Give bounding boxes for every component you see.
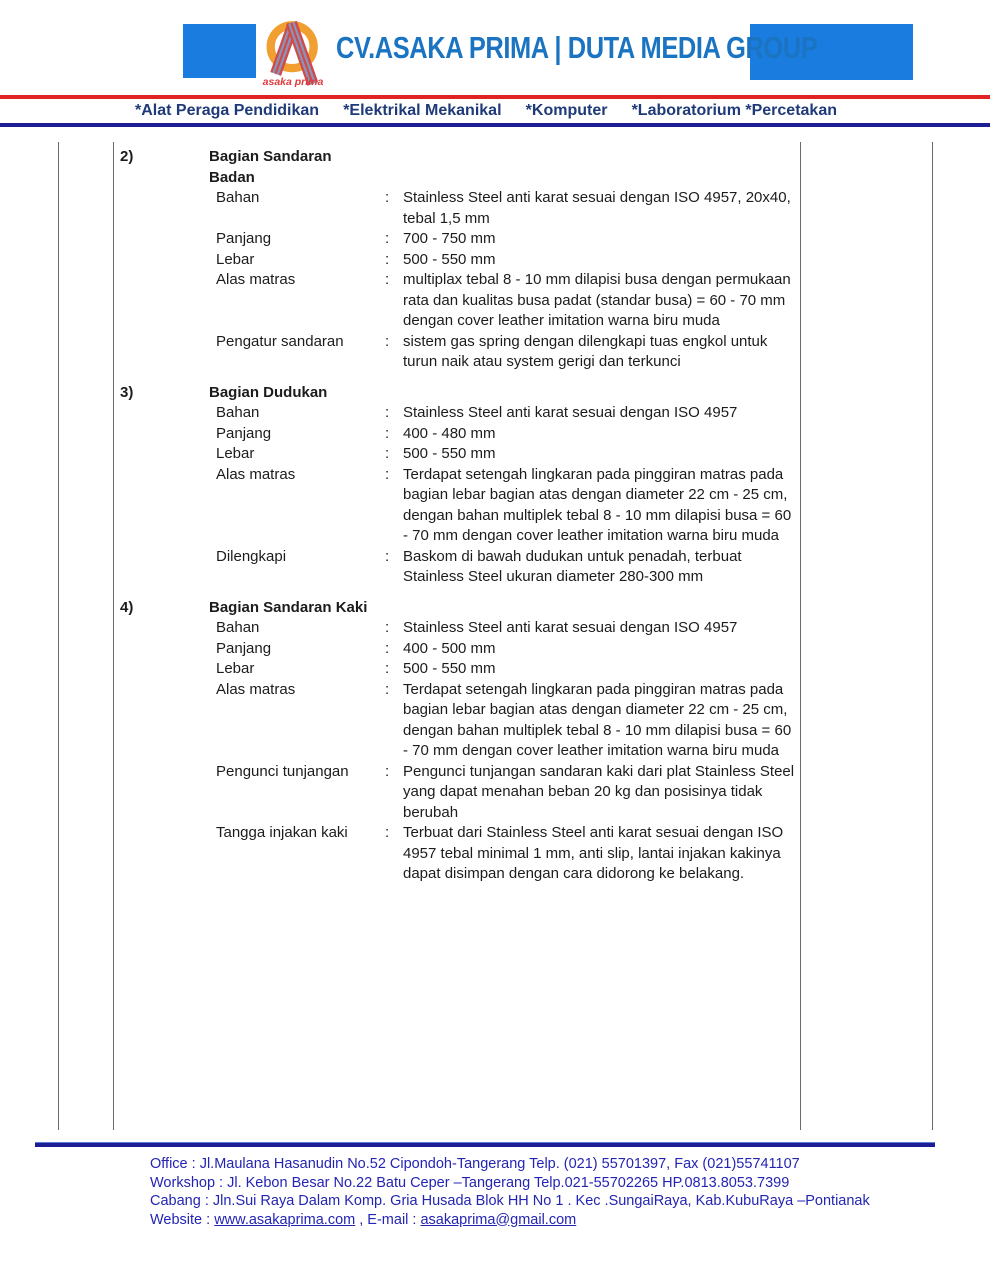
- tagline-item: *Laboratorium *Percetakan: [631, 102, 837, 119]
- spec-row: [216, 332, 800, 373]
- spec-label: Pengatur sandaran: [216, 332, 344, 350]
- spec-label: Bahan: [216, 189, 260, 206]
- spec-label: Alas matras: [216, 465, 296, 483]
- tagline-item: *Elektrikal Mekanikal: [343, 102, 502, 119]
- spec-row: [216, 444, 800, 465]
- spec-row: [216, 823, 800, 885]
- spec-row: [216, 229, 800, 250]
- footer-line: Cabang : Jln.Sui Raya Dalam Komp. Gria Husada Blok HH No 1 . Kec .SungaiRaya, Kab.KubuRaya –Pontianak: [150, 1193, 870, 1209]
- spec-value: sistem gas spring dengan dilengkapi tuas engkol untuk turun naik atau system gerigi dan terkunci: [403, 332, 768, 370]
- spec-colon: :: [385, 465, 390, 483]
- spec-value: 500 - 550 mm: [403, 660, 496, 677]
- spec-section: [113, 598, 800, 885]
- email-link[interactable]: asakaprima@gmail.com: [420, 1211, 577, 1228]
- section-number: 4): [120, 598, 134, 616]
- services-tagline: [135, 102, 837, 120]
- table-border-right-outer: [932, 142, 933, 1130]
- spec-table: [113, 147, 800, 885]
- spec-colon: :: [385, 547, 390, 565]
- table-border-left-outer: [58, 142, 59, 1130]
- header-red-divider: [0, 95, 990, 99]
- spec-colon: :: [385, 250, 390, 268]
- spec-label: Tangga injakan kaki: [216, 824, 348, 841]
- spec-colon: :: [385, 660, 390, 677]
- spec-value: multiplax tebal 8 - 10 mm dilapisi busa dengan permukaan rata dan kualitas busa padat (standar busa) = 60 - 70 mm dengan cover leather imitation warna biru muda: [403, 271, 791, 329]
- section-header: [113, 383, 800, 404]
- footer-website-prefix: Website :: [150, 1211, 215, 1228]
- spec-value: 500 - 550 mm: [403, 250, 496, 268]
- spec-value: Stainless Steel anti karat sesuai dengan ISO 4957: [403, 404, 738, 421]
- spec-row: [216, 659, 800, 680]
- spec-colon: :: [385, 332, 390, 350]
- spec-value: 500 - 550 mm: [403, 445, 496, 462]
- header-navy-divider: [0, 123, 990, 127]
- spec-label: Bahan: [216, 404, 260, 421]
- spec-label: Dilengkapi: [216, 547, 287, 565]
- spec-label: Panjang: [216, 424, 272, 442]
- header-left-blue-block: [183, 24, 256, 78]
- section-number: 2): [120, 148, 134, 165]
- tagline-item: *Komputer: [525, 102, 608, 119]
- section-header: [113, 147, 800, 188]
- spec-label: Alas matras: [216, 680, 296, 698]
- spec-value: Terdapat setengah lingkaran pada pinggiran matras pada bagian lebar bagian atas dengan diameter 22 cm - 25 cm, dengan bahan multiplek tebal 8 - 10 mm dilapisi busa = 60 - 70 mm dengan cover leather imitation warna biru muda: [403, 465, 792, 544]
- spec-label: Panjang: [216, 230, 272, 247]
- spec-value: Pengunci tunjangan sandaran kaki dari plat Stainless Steel yang dapat menahan beban 20 kg dan posisinya tidak berubah: [403, 762, 795, 821]
- spec-row: [216, 270, 800, 332]
- spec-colon: :: [385, 619, 390, 636]
- spec-value: 400 - 480 mm: [403, 424, 496, 442]
- section-title: Bagian Sandaran Kaki: [209, 598, 368, 616]
- spec-value: Terbuat dari Stainless Steel anti karat sesuai dengan ISO 4957 tebal minimal 1 mm, anti slip, lantai injakan kakinya dapat disimpan dengan cara didorong ke belakang.: [403, 824, 784, 882]
- section-header: [113, 598, 800, 619]
- spec-row: [216, 762, 800, 824]
- spec-row: [216, 639, 800, 660]
- spec-colon: :: [385, 404, 390, 421]
- spec-colon: :: [385, 680, 390, 698]
- spec-section: [113, 383, 800, 588]
- spec-row: [216, 188, 800, 229]
- spec-colon: :: [385, 445, 390, 462]
- spec-row: [216, 250, 800, 271]
- table-border-right-inner: [800, 142, 801, 1130]
- spec-row: [216, 547, 800, 588]
- section-title: Bagian Sandaran Badan: [209, 148, 332, 186]
- footer-divider: [35, 1142, 935, 1147]
- spec-colon: :: [385, 271, 390, 288]
- spec-row: [216, 680, 800, 762]
- footer-line-website: [150, 1211, 930, 1230]
- spec-label: Lebar: [216, 250, 255, 268]
- footer-line: Office : Jl.Maulana Hasanudin No.52 Cipondoh-Tangerang Telp. (021) 55701397, Fax (021)55741107: [150, 1156, 800, 1172]
- section-number: 3): [120, 383, 134, 401]
- spec-colon: :: [385, 230, 390, 247]
- company-title: CV.ASAKA PRIMA | DUTA MEDIA GROUP: [336, 30, 818, 65]
- section-title: Bagian Dudukan: [209, 383, 328, 401]
- spec-colon: :: [385, 189, 390, 206]
- spec-label: Panjang: [216, 639, 272, 657]
- footer-email-prefix: , E-mail :: [355, 1211, 421, 1228]
- spec-row: [216, 618, 800, 639]
- spec-colon: :: [385, 424, 390, 442]
- spec-label: Alas matras: [216, 271, 296, 288]
- spec-colon: :: [385, 639, 390, 657]
- logo-caption: asaka prima: [262, 76, 324, 88]
- spec-label: Bahan: [216, 619, 260, 636]
- website-link[interactable]: www.asakaprima.com: [214, 1211, 356, 1228]
- spec-value: Terdapat setengah lingkaran pada pinggiran matras pada bagian lebar bagian atas dengan diameter 22 cm - 25 cm, dengan bahan multiplek tebal 8 - 10 mm dilapisi busa = 60 - 70 mm dengan cover leather imitation warna biru muda: [403, 680, 792, 759]
- spec-row: [216, 424, 800, 445]
- tagline-item: *Alat Peraga Pendidikan: [135, 102, 320, 119]
- spec-value: Baskom di bawah dudukan untuk penadah, terbuat Stainless Steel ukuran diameter 280-300 mm: [403, 547, 742, 585]
- spec-value: Stainless Steel anti karat sesuai dengan ISO 4957, 20x40, tebal 1,5 mm: [403, 189, 791, 227]
- spec-colon: :: [385, 762, 390, 780]
- footer-line: Workshop : Jl. Kebon Besar No.22 Batu Ceper –Tangerang Telp.021-55702265 HP.0813.8053.7399: [150, 1174, 790, 1191]
- spec-label: Pengunci tunjangan: [216, 762, 349, 780]
- spec-colon: :: [385, 824, 390, 841]
- spec-value: 400 - 500 mm: [403, 639, 496, 657]
- footer-address-block: [150, 1155, 930, 1229]
- spec-value: 700 - 750 mm: [403, 230, 496, 247]
- spec-section: [113, 147, 800, 373]
- spec-label: Lebar: [216, 660, 255, 677]
- spec-row: [216, 465, 800, 547]
- spec-row: [216, 403, 800, 424]
- spec-label: Lebar: [216, 445, 255, 462]
- spec-value: Stainless Steel anti karat sesuai dengan ISO 4957: [403, 619, 738, 636]
